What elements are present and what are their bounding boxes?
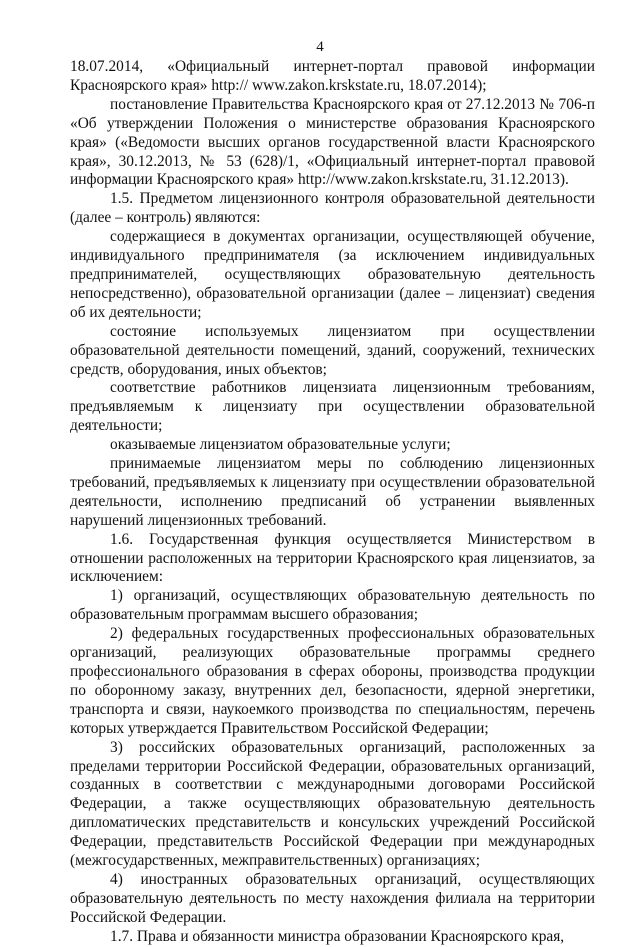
page-number: 4 xyxy=(316,39,324,55)
paragraph-subject-staff: соответствие работников лицензиата лицензионным требованиям, предъявляемым к лицензиату при осуществлении образовательной деятельности; xyxy=(70,379,595,435)
paragraph-subject-services: оказываемые лицензиатом образовательные услуги; xyxy=(110,436,451,454)
document-body xyxy=(70,58,595,947)
paragraph-exception-3: 3) российских образовательных организаций, расположенных за пределами территории Российской Федерации, образовательных организаций, созданных в соответствии с международными договорами Российской Федерации, а также осуществляющих образовательную деятельность дипломатических представительств и консульских учреждений Российской Федерации, представительств Российской Федерации при международных (межгосударственных, межправительственных) организациях; xyxy=(70,738,595,870)
paragraph-exception-1: 1) организаций, осуществляющих образовательную деятельность по образовательным программам высшего образования; xyxy=(70,587,595,624)
paragraph-1-6-function: 1.6. Государственная функция осуществляется Министерством в отношении расположенных на территории Красноярского края лицензиатов, за исключением: xyxy=(70,530,595,586)
paragraph-publication-tail: 18.07.2014, «Официальный интернет-портал правовой информации Красноярского края» http:// www.zakon.krskstate.ru, 18.07.2014); xyxy=(70,58,595,94)
paragraph-government-decree: постановление Правительства Красноярского края от 27.12.2013 № 706-п «Об утверждении Положения о министерстве образования Красноярского края» («Ведомости высших органов государственной власти Красноярского края», 30.12.2013, № 53 (628)/1, «Официальный интернет-портал правовой информации Красноярского края» http://www.zakon.krskstate.ru, 31.12.2013). xyxy=(70,95,595,189)
paragraph-exception-2: 2) федеральных государственных профессиональных образовательных организаций, реализующих образовательные программы среднего профессионального образования в сферах обороны, производства продукции по оборонному заказу, внутренних дел, безопасности, ядерной энергетики, транспорта и связи, наукоемкого производства по специальностям, перечень которых утверждается Правительством Российской Федерации; xyxy=(70,625,595,737)
paragraph-1-7-rights: 1.7. Права и обязанности министра образовании Красноярского края, xyxy=(110,927,565,945)
paragraph-exception-4: 4) иностранных образовательных организаций, осуществляющих образовательную деятельность по месту нахождения филиала на территории Российской Федерации. xyxy=(70,870,595,926)
paragraph-subject-measures: принимаемые лицензиатом меры по соблюдению лицензионных требований, предъявляемых к лицензиату при осуществлении образовательной деятельности, исполнению предписаний об устранении выявленных нарушений лицензионных требований. xyxy=(70,455,595,529)
paragraph-subject-documents: содержащиеся в документах организации, осуществляющей обучение, индивидуального предпринимателя (за исключением индивидуальных предпринимателей, осуществляющих образовательную деятельность непосредственно), образовательной организации (далее – лицензиат) сведения об их деятельности; xyxy=(70,228,595,321)
paragraph-1-5-subject: 1.5. Предметом лицензионного контроля образовательной деятельности (далее – контроль) являются: xyxy=(70,190,595,227)
paragraph-subject-premises: состояние используемых лицензиатом при осуществлении образовательной деятельности помещений, зданий, сооружений, технических средств, оборудования, иных объектов; xyxy=(70,322,595,378)
